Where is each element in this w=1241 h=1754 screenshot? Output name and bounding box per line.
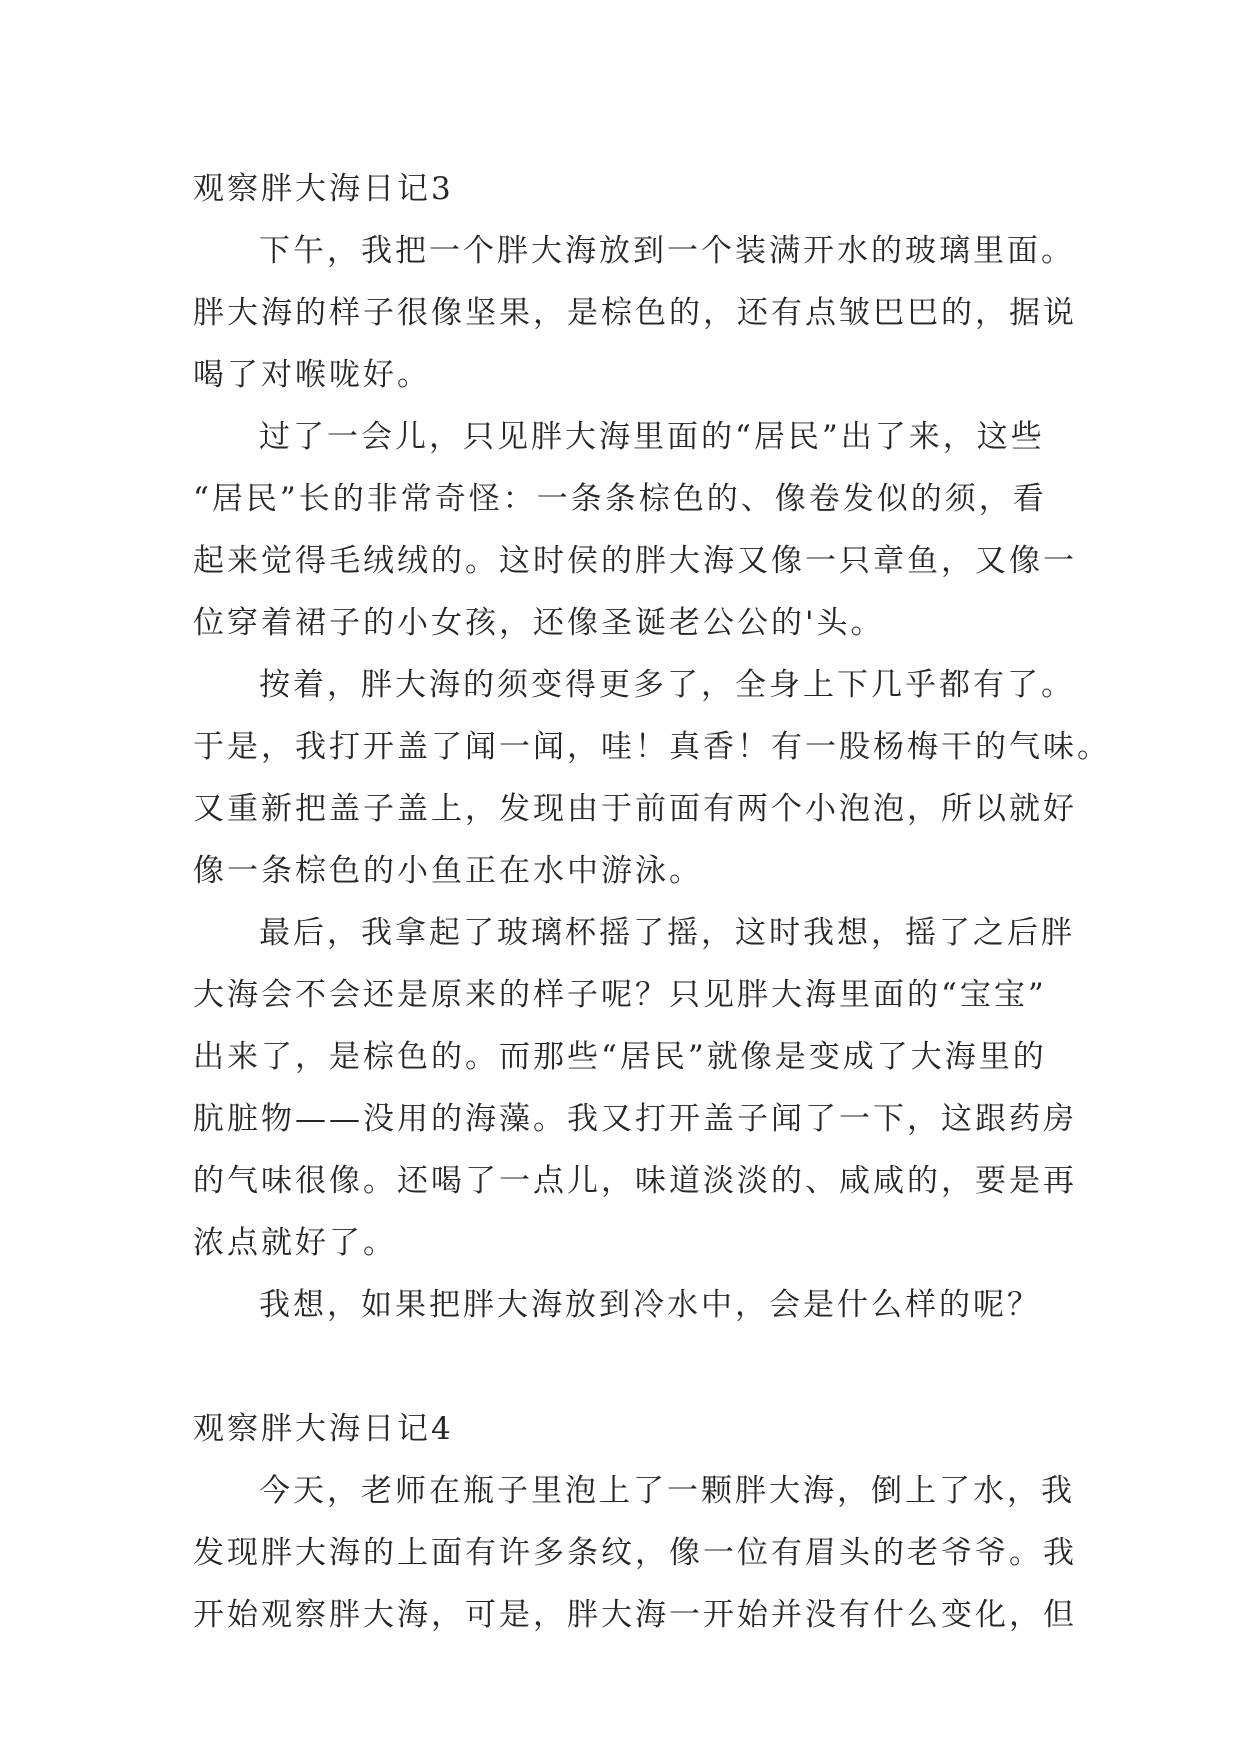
- text-line: 喝了对喉咙好。: [193, 357, 431, 393]
- text-line: 下午，我把一个胖大海放到一个装满开水的玻璃里面。: [259, 233, 1075, 269]
- diary-entry-3: [193, 158, 1111, 1336]
- document-body: [193, 158, 1111, 1646]
- paragraph: [193, 220, 1077, 406]
- text-line: 于是，我打开盖了闻一闻，哇！真香！有一股杨梅干的气味。: [193, 729, 1111, 765]
- text-line: 像一条棕色的小鱼正在水中游泳。: [193, 853, 703, 889]
- entry-title: 观察胖大海日记3: [193, 171, 454, 207]
- diary-entry-4: [193, 1398, 1077, 1646]
- paragraph: [193, 406, 1077, 654]
- text-line: 最后，我拿起了玻璃杯摇了摇，这时我想，摇了之后胖: [259, 915, 1075, 951]
- entry-title: 观察胖大海日记4: [193, 1411, 454, 1447]
- text-line: 浓点就好了。: [193, 1225, 397, 1261]
- text-line: 起来觉得毛绒绒的。这时侯的胖大海又像一只章鱼，又像一: [193, 543, 1077, 579]
- text-line: 大海会不会还是原来的样子呢？只见胖大海里面的“宝宝”: [193, 977, 1047, 1013]
- paragraph: [193, 1274, 1071, 1336]
- section-divider-space: [193, 1336, 1071, 1398]
- text-line: 的气味很像。还喝了一点儿，味道淡淡的、咸咸的，要是再: [193, 1163, 1077, 1199]
- paragraph: [193, 902, 1077, 1274]
- text-line: “居民”长的非常奇怪：一条条棕色的、像卷发似的须，看: [193, 481, 1047, 517]
- text-line: 肮脏物——没用的海藻。我又打开盖子闻了一下，这跟药房: [193, 1101, 1077, 1137]
- text-line: 开始观察胖大海，可是，胖大海一开始并没有什么变化，但: [193, 1597, 1077, 1633]
- paragraph: [193, 654, 1111, 902]
- text-line: 按着，胖大海的须变得更多了，全身上下几乎都有了。: [259, 667, 1075, 703]
- text-line: 今天，老师在瓶子里泡上了一颗胖大海，倒上了水，我: [259, 1473, 1075, 1509]
- text-line: 我想，如果把胖大海放到冷水中，会是什么样的呢？: [259, 1287, 1041, 1323]
- text-line: 出来了，是棕色的。而那些“居民”就像是变成了大海里的: [193, 1039, 1047, 1075]
- text-line: 过了一会儿，只见胖大海里面的“居民”出了来，这些: [259, 419, 1045, 455]
- paragraph: [193, 1460, 1077, 1646]
- text-line: 发现胖大海的上面有许多条纹，像一位有眉头的老爷爷。我: [193, 1535, 1077, 1571]
- text-line: 又重新把盖子盖上，发现由于前面有两个小泡泡，所以就好: [193, 791, 1077, 827]
- text-line: 胖大海的样子很像坚果，是棕色的，还有点皱巴巴的，据说: [193, 295, 1077, 331]
- text-line: 位穿着裙子的小女孩，还像圣诞老公公的'头。: [193, 605, 885, 641]
